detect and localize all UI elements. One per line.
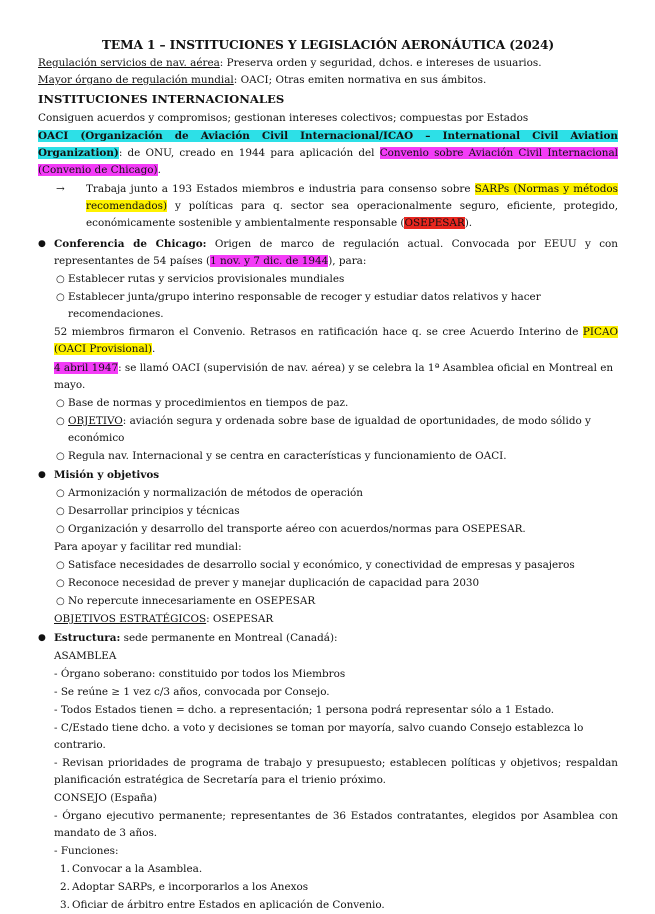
estructura-bullet <box>38 630 618 647</box>
intro-label-2: Mayor órgano de regulación mundial <box>38 74 234 86</box>
signed-text: 52 miembros firmaron el Convenio. Retrasos en ratificación hace q. se cree Acuerdo Interino de <box>54 326 583 338</box>
estructura-desc: sede permanente en Montreal (Canadá): <box>120 632 338 644</box>
bullet-icon: ● <box>38 239 46 249</box>
chicago-label: Conferencia de Chicago: <box>54 238 207 250</box>
list-item <box>56 557 618 574</box>
apoyo-line: Para apoyar y facilitar red mundial: <box>54 541 242 553</box>
mision-bullet <box>38 467 618 484</box>
intro-text-2: : OACI; Otras emiten normativa en sus ámbitos. <box>233 74 487 86</box>
bullet-icon: ● <box>38 633 46 643</box>
circle-bullet-icon: ○ <box>56 292 65 303</box>
list-item <box>56 485 618 502</box>
section-heading: INSTITUCIONES INTERNACIONALES <box>38 92 285 106</box>
chicago-item-0: Establecer rutas y servicios provisionales mundiales <box>68 273 345 285</box>
obj-label: OBJETIVOS ESTRATÉGICOS <box>54 613 207 625</box>
chicago-item2-c: Regula nav. Internacional y se centra en características y funcionamiento de OACI. <box>68 450 507 462</box>
signed-paragraph <box>38 324 618 358</box>
consejo-line: - Órgano ejecutivo permanente; representantes de 36 Estados contratantes, elegidos por Asamblea con mandato de 3 años. <box>54 810 618 839</box>
list-item <box>56 503 618 520</box>
signed-end: . <box>152 343 156 355</box>
chicago-date: 1 nov. y 7 dic. de 1944 <box>210 255 329 267</box>
apoyo-item-2: No repercute innecesariamente en OSEPESAR <box>68 595 316 607</box>
list-item <box>60 897 618 914</box>
asamblea-line: - C/Estado tiene dcho. a voto y decisiones se toman por mayoría, salvo cuando Consejo establezca lo contrario. <box>54 722 584 751</box>
april-paragraph <box>38 360 618 394</box>
chicago-t1: Origen de marco de regulación actual. Convocada por EEUU y con representantes de 54 países ( <box>54 238 618 267</box>
intro-label-1: Regulación servicios de nav. aérea <box>38 57 220 69</box>
mision-label: Misión y objetivos <box>54 469 160 481</box>
oaci-end: . <box>157 164 161 176</box>
list-item <box>56 593 618 610</box>
number-marker: 3. <box>60 899 70 911</box>
chicago-t2: ), para: <box>328 255 367 267</box>
april-date: 4 abril 1947 <box>54 362 119 374</box>
oaci-convenio: Convenio sobre Aviación Civil Internacional (Convenio de Chicago) <box>38 147 618 176</box>
estructura-text <box>54 630 618 647</box>
list-item <box>56 289 618 323</box>
sarps-t2: y políticas para q. sector sea operacionalmente seguro, eficiente, protegido, económicamente sostenible y ambientalmente responsable ( <box>86 200 618 229</box>
sarps-highlight: SARPs (Normas y métodos recomendados) <box>86 183 618 212</box>
objetivos-estrategicos-line <box>38 611 618 628</box>
list-item <box>56 413 618 447</box>
document-page <box>38 36 618 914</box>
number-marker: 2. <box>60 881 70 893</box>
asamblea-heading: ASAMBLEA <box>54 650 117 662</box>
oaci-paragraph <box>38 128 618 179</box>
mision-item-1: Desarrollar principios y técnicas <box>68 505 240 517</box>
list-item <box>60 879 618 896</box>
mision-item-0: Armonización y normalización de métodos de operación <box>68 487 363 499</box>
bullet-icon: ● <box>38 470 46 480</box>
list-item <box>60 861 618 878</box>
chicago-text <box>54 236 618 270</box>
circle-bullet-icon: ○ <box>56 274 65 285</box>
estructura-label: Estructura: <box>54 632 121 644</box>
osepesar-highlight: OSEPESAR <box>404 217 465 229</box>
apoyo-item-0: Satisface necesidades de desarrollo social y económico, y conectividad de empresas y pasajeros <box>68 559 575 571</box>
sarps-t3: ). <box>464 217 473 229</box>
asamblea-line: - Órgano soberano: constituido por todos los Miembros <box>54 668 346 680</box>
oaci-name: OACI (Organización de Aviación Civil Internacional/ICAO – International Civil Aviation Organization) <box>38 130 618 159</box>
apoyo-item-1: Reconoce necesidad de prever y manejar duplicación de capacidad para 2030 <box>68 577 480 589</box>
circle-bullet-icon: ○ <box>56 488 65 499</box>
circle-bullet-icon: ○ <box>56 506 65 517</box>
circle-bullet-icon: ○ <box>56 416 65 427</box>
arrow-icon: → <box>56 183 65 195</box>
page-title: TEMA 1 – INSTITUCIONES Y LEGISLACIÓN AERONÁUTICA (2024) <box>101 38 555 52</box>
sarps-t1: Trabaja junto a 193 Estados miembros e industria para consenso sobre <box>86 183 475 195</box>
list-item <box>56 575 618 592</box>
funcion-1: Adoptar SARPs, e incorporarlos a los Anexos <box>72 881 309 893</box>
asamblea-line: - Se reúne ≥ 1 vez c/3 años, convocada por Consejo. <box>54 686 330 698</box>
consejo-line: - Funciones: <box>54 845 119 857</box>
consiguen-line: Consiguen acuerdos y compromisos; gestionan intereses colectivos; compuestas por Estados <box>38 112 529 124</box>
circle-bullet-icon: ○ <box>56 596 65 607</box>
intro-line-1 <box>38 55 618 72</box>
objetivo-label: OBJETIVO <box>68 415 123 427</box>
sarps-text <box>86 181 618 232</box>
list-item <box>56 521 618 538</box>
intro-line-2 <box>38 72 618 89</box>
circle-bullet-icon: ○ <box>56 398 65 409</box>
circle-bullet-icon: ○ <box>56 524 65 535</box>
list-item <box>56 448 618 465</box>
intro-text-1: : Preserva orden y seguridad, dchos. e intereses de usuarios. <box>219 57 542 69</box>
objetivo-text: : aviación segura y ordenada sobre base de igualdad de oportunidades, de modo sólido y económico <box>68 415 591 444</box>
chicago-bullet <box>38 236 618 270</box>
asamblea-line: - Revisan prioridades de programa de trabajo y presupuesto; establecen políticas y objetivos; respaldan planificación estratégica de Secretaría para el trienio próximo. <box>54 757 618 786</box>
obj-text: : OSEPESAR <box>206 613 274 625</box>
objetivo-item <box>68 413 618 447</box>
list-item <box>56 271 618 288</box>
circle-bullet-icon: ○ <box>56 451 65 462</box>
chicago-item-1: Establecer junta/grupo interino responsable de recoger y estudiar datos relativos y hacer recomendaciones. <box>68 291 541 320</box>
sarps-arrow-item <box>56 181 618 232</box>
picao-highlight: PICAO (OACI Provisional) <box>54 326 618 355</box>
asamblea-line: - Todos Estados tienen = dcho. a representación; 1 persona podrá representar sólo a 1 Estado. <box>54 704 555 716</box>
consejo-heading: CONSEJO (España) <box>54 792 158 804</box>
funcion-0: Convocar a la Asamblea. <box>72 863 203 875</box>
mision-item-2: Organización y desarrollo del transporte aéreo con acuerdos/normas para OSEPESAR. <box>68 523 526 535</box>
funcion-2: Oficiar de árbitro entre Estados en aplicación de Convenio. <box>72 899 385 911</box>
chicago-item2-a: Base de normas y procedimientos en tiempos de paz. <box>68 397 349 409</box>
list-item <box>56 395 618 412</box>
circle-bullet-icon: ○ <box>56 578 65 589</box>
april-text: : se llamó OACI (supervisión de nav. aérea) y se celebra la 1ª Asamblea oficial en Montreal en mayo. <box>54 362 614 391</box>
oaci-after: : de ONU, creado en 1944 para aplicación del <box>118 147 380 159</box>
number-marker: 1. <box>60 863 70 875</box>
circle-bullet-icon: ○ <box>56 560 65 571</box>
